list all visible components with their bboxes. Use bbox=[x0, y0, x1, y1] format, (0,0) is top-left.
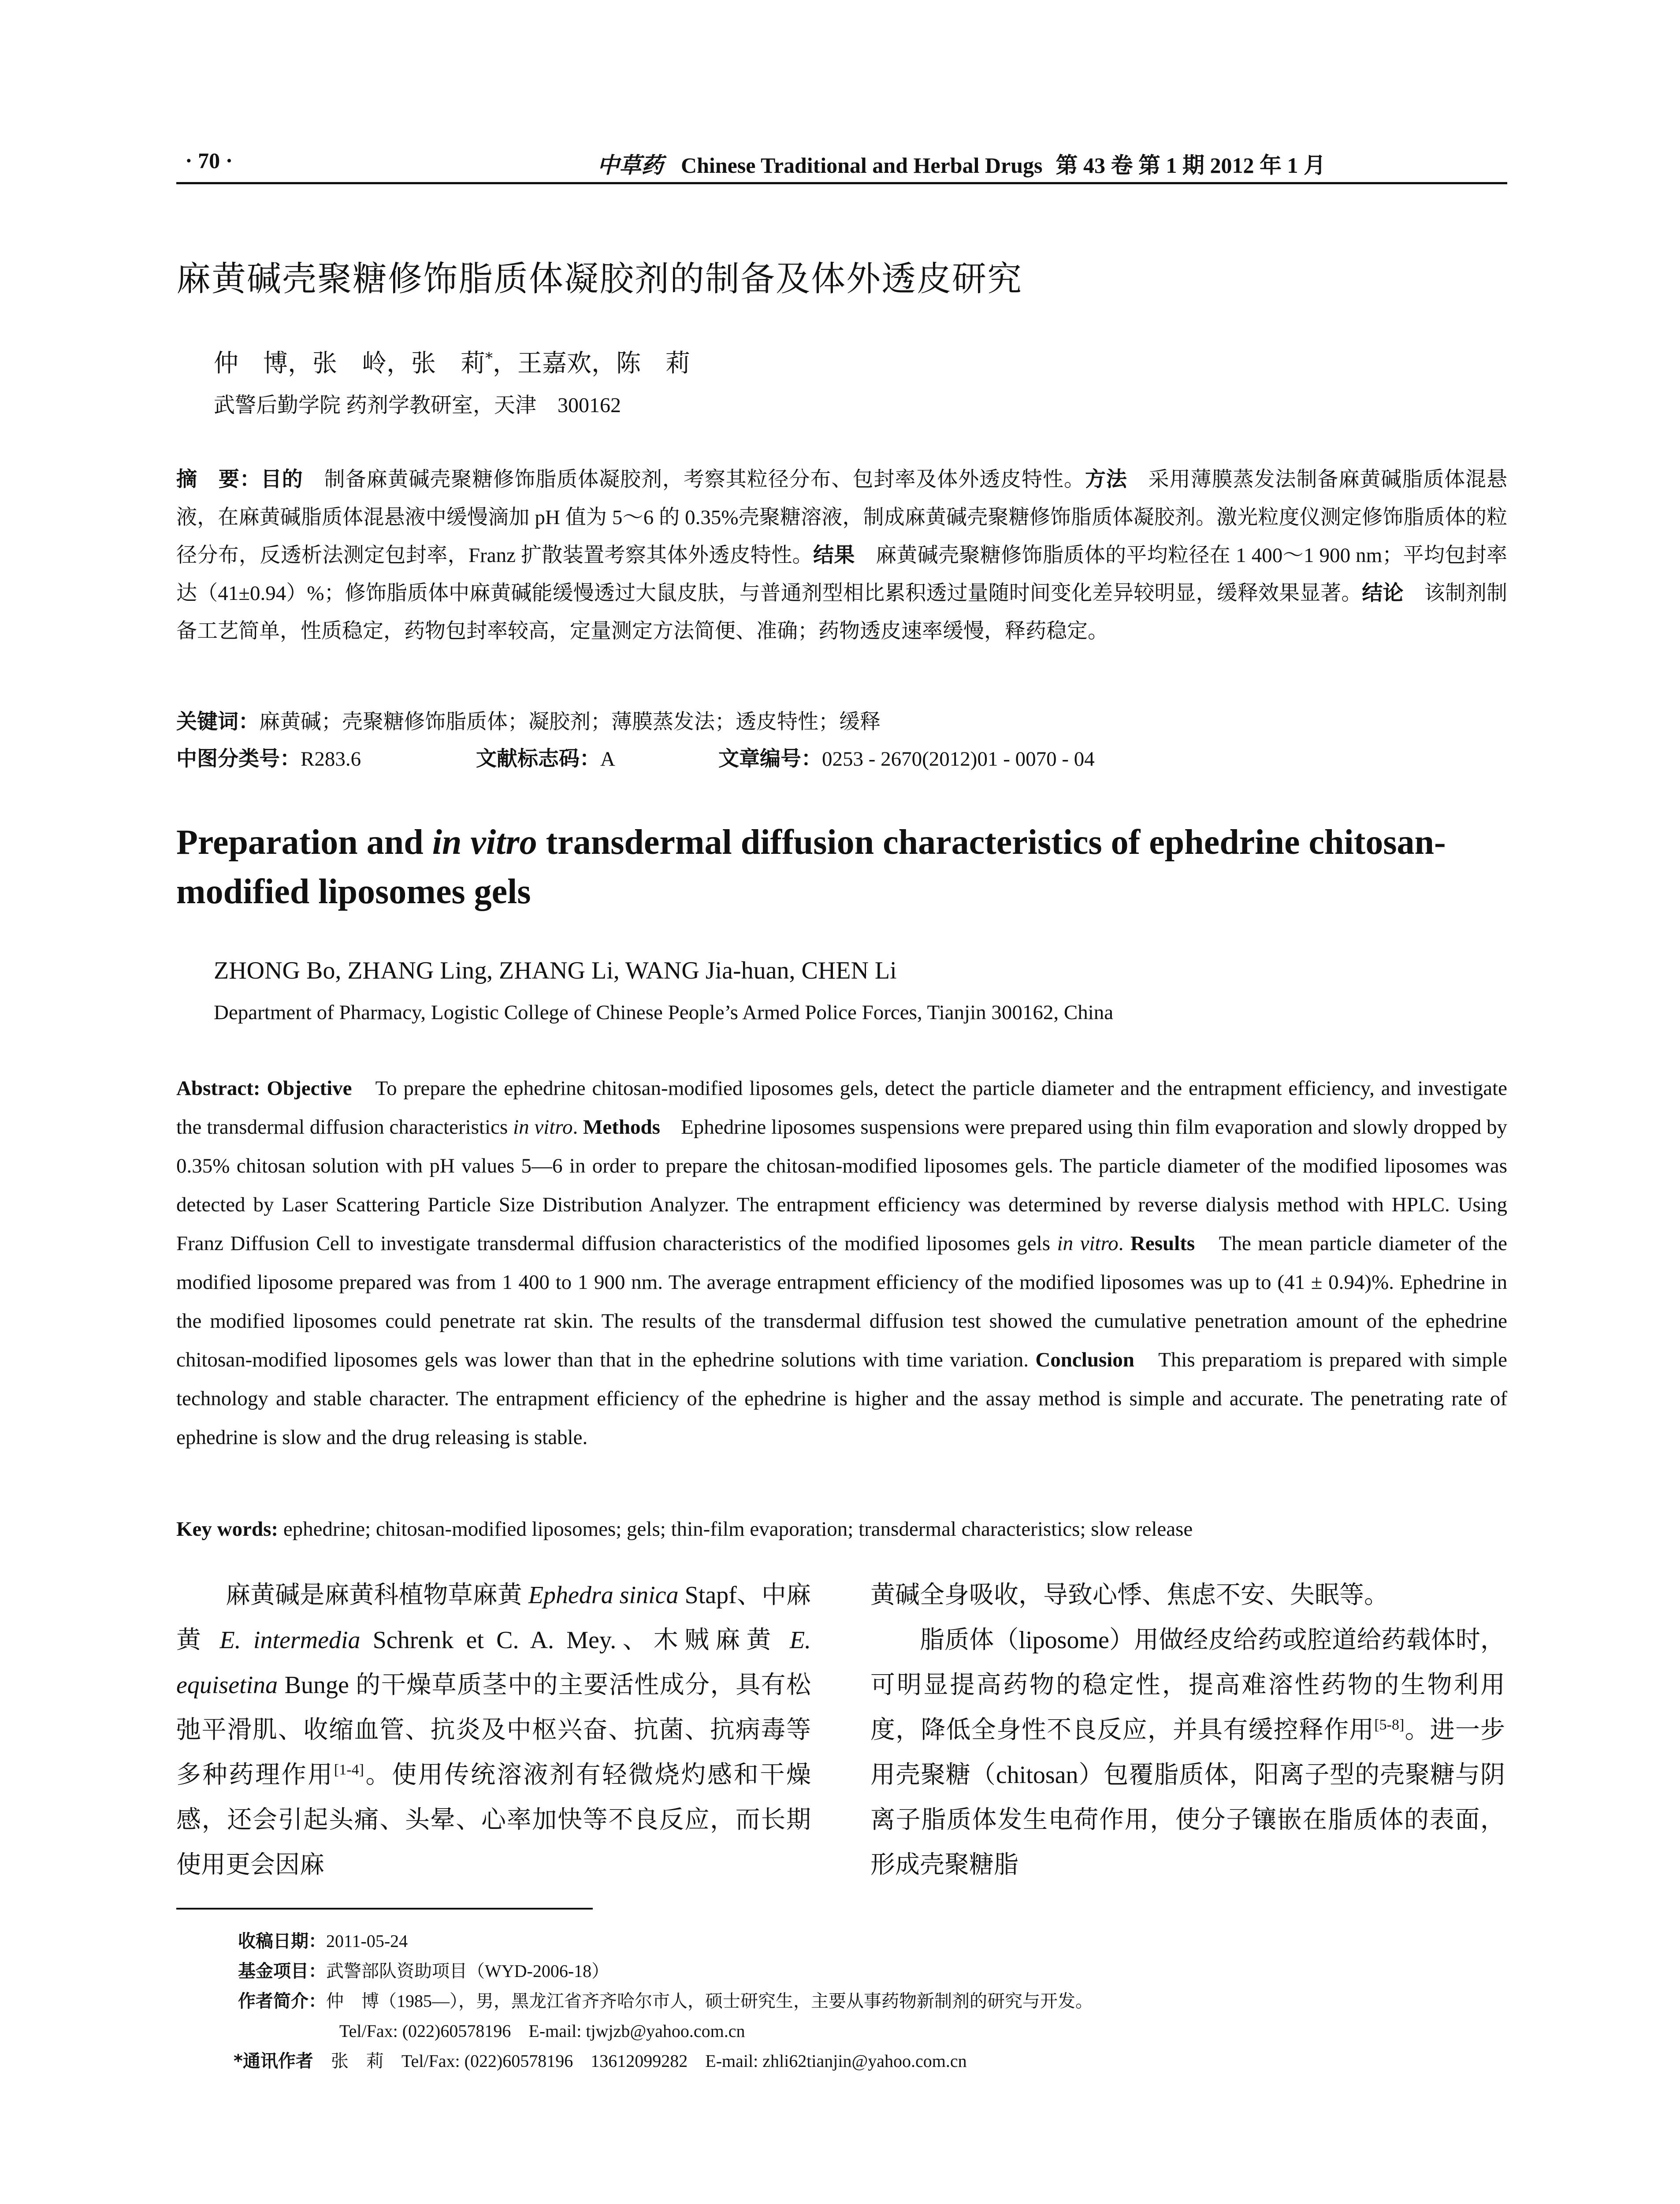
species-name: E. equisetina bbox=[176, 1627, 811, 1699]
body-column-right bbox=[870, 1573, 1505, 1888]
en-conclusion-text: This preparatiom is prepared with simple technology and stable character. The entrapment efficiency of the ephedrine is higher and the assay method is simple and accurate. The penetrating rate of ephedrine is slow and the drug releasing is stable. bbox=[176, 1348, 1507, 1449]
en-title-italic: in vitro bbox=[432, 823, 537, 862]
clc-value: R283.6 bbox=[301, 748, 361, 771]
doc-code-value: A bbox=[600, 748, 615, 771]
cn-methods-label: 方法 bbox=[1085, 467, 1127, 491]
corresponding-mark: * bbox=[485, 349, 493, 367]
bio-contact: Tel/Fax: (022)60578196 E-mail: tjwjzb@yahoo.com.cn bbox=[339, 2021, 745, 2041]
classification-line bbox=[176, 741, 1507, 777]
cn-authors-rest: ，王嘉欢，陈 莉 bbox=[493, 349, 690, 378]
cn-affiliation: 武警后勤学院 药剂学教研室，天津 300162 bbox=[214, 394, 621, 417]
corresponding-label: *通讯作者 bbox=[234, 2051, 313, 2071]
en-objective-text: To prepare the ephedrine chitosan-modified liposomes gels, detect the particle diameter and the entrapment efficiency, and investigate the transdermal diffusion characteristics bbox=[176, 1077, 1507, 1139]
corresponding-value: 张 莉 Tel/Fax: (022)60578196 13612099282 E-mail: zhli62tianjin@yahoo.com.cn bbox=[313, 2051, 967, 2071]
en-methods-label: Methods bbox=[583, 1116, 660, 1139]
body-text: Schrenk et C. A. Mey.、木贼麻黄 bbox=[360, 1627, 790, 1654]
cn-results-label: 结果 bbox=[813, 543, 855, 567]
body-text: Bunge 的干燥草质茎中的主要活性成分，具有松弛平滑肌、收缩血管、抗炎及中枢兴奋、抗菌、抗病毒等多种药理作用 bbox=[176, 1672, 811, 1789]
cn-keywords-text: 麻黄碱；壳聚糖修饰脂质体；凝胶剂；薄膜蒸发法；透皮特性；缓释 bbox=[259, 711, 881, 733]
en-abstract-label: Abstract: bbox=[176, 1077, 260, 1100]
en-methods-text: Ephedrine liposomes suspensions were prepared using thin film evaporation and slowly dropped by 0.35% chitosan solution with pH values 5—6 in order to prepare the chitosan-modified liposomes gels. The particle diameter of the modified liposomes was detected by Laser Scattering Particle Size Distribution Analyzer. The entrapment efficiency was determined by reverse dialysis method with HPLC. Using Franz Diffusion Cell to investigate transdermal diffusion characteristics of the modified liposomes gels bbox=[176, 1116, 1507, 1255]
body-column-left bbox=[176, 1573, 811, 1888]
cn-authors bbox=[214, 344, 1492, 379]
footnote-fund bbox=[238, 1956, 1507, 1986]
en-abstract bbox=[176, 1069, 1507, 1457]
species-name: E. intermedia bbox=[219, 1627, 361, 1654]
citation-ref: [5-8] bbox=[1374, 1716, 1405, 1733]
article-no-label: 文章编号： bbox=[718, 747, 822, 771]
en-results-text: The mean particle diameter of the modified liposome prepared was from 1 400 to 1 900 nm. The average entrapment efficiency of the modified liposomes was up to (41 ± 0.94)%. Ephedrine in the modified liposomes could penetrate rat skin. The results of the transdermal diffusion test showed the cumulative penetration amount of the ephedrine chitosan-modified liposomes gels was lower than that in the ephedrine solutions with time variation. bbox=[176, 1232, 1507, 1371]
en-title-part1: Preparation and bbox=[176, 823, 432, 862]
fund-value: 武警部队资助项目（WYD-2006-18） bbox=[326, 1961, 610, 1981]
fund-label: 基金项目： bbox=[238, 1961, 326, 1981]
bio-label: 作者简介： bbox=[238, 1991, 326, 2011]
received-label: 收稿日期： bbox=[238, 1931, 326, 1951]
en-affiliation: Department of Pharmacy, Logistic College of Chinese People’s Armed Police Forces, Tianjin 300162, China bbox=[214, 1001, 1114, 1024]
body-paragraph: 黄碱全身吸收，导致心悸、焦虑不安、失眠等。 bbox=[870, 1582, 1389, 1609]
en-authors: ZHONG Bo, ZHANG Ling, ZHANG Li, WANG Jia-huan, CHEN Li bbox=[214, 957, 897, 984]
en-title bbox=[176, 818, 1507, 916]
body-text: 。使用传统溶液剂有轻微烧灼感和干燥感，还会引起头痛、头晕、心率加快等不良反应，而长期使用更会因麻 bbox=[176, 1761, 811, 1879]
received-value: 2011-05-24 bbox=[326, 1931, 408, 1951]
cn-title: 麻黄碱壳聚糖修饰脂质体凝胶剂的制备及体外透皮研究 bbox=[176, 259, 1023, 299]
journal-name-cn: 中草药 bbox=[597, 153, 663, 178]
article-number bbox=[718, 741, 1095, 777]
en-conclusion-label: Conclusion bbox=[1035, 1348, 1134, 1371]
footnote-author-contact bbox=[238, 2016, 1507, 2046]
en-results-label: Results bbox=[1130, 1232, 1195, 1255]
footnote-corresponding bbox=[234, 2046, 1507, 2076]
species-name: Ephedra sinica bbox=[528, 1582, 679, 1609]
page-number: · 70 · bbox=[185, 148, 233, 173]
en-title-part2: transdermal diffusion characteristics of ephedrine chitosan-modified liposomes gels bbox=[176, 823, 1446, 911]
header-rule bbox=[176, 182, 1507, 184]
cn-abstract-label: 摘 要： bbox=[176, 467, 261, 491]
en-keywords-label: Key words: bbox=[176, 1518, 279, 1541]
body-paragraph bbox=[176, 1573, 811, 1888]
en-keywords-text: ephedrine; chitosan-modified liposomes; gels; thin-film evaporation; transdermal characteristics; slow release bbox=[278, 1518, 1193, 1541]
cn-conclusion-label: 结论 bbox=[1362, 581, 1404, 605]
clc-label: 中图分类号： bbox=[176, 747, 301, 771]
cn-methods-text: 采用薄膜蒸发法制备麻黄碱脂质体混悬液，在麻黄碱脂质体混悬液中缓慢滴加 pH 值为 5～6 的 0.35%壳聚糖溶液，制成麻黄碱壳聚糖修饰脂质体凝胶剂。激光粒度仪测定修饰脂质体的粒径分布，反透析法测定包封率，Franz 扩散装置考察其体外透皮特性。 bbox=[176, 468, 1508, 567]
footnote-rule bbox=[176, 1908, 593, 1910]
bio-value: 仲 博（1985—），男，黑龙江省齐齐哈尔市人，硕士研究生，主要从事药物新制剂的研究与开发。 bbox=[326, 1991, 1093, 2011]
cn-keywords-label: 关键词： bbox=[176, 710, 259, 734]
cn-objective-text: 制备麻黄碱壳聚糖修饰脂质体凝胶剂，考察其粒径分布、包封率及体外透皮特性。 bbox=[303, 468, 1085, 491]
cn-conclusion-text: 该制剂制备工艺简单，性质稳定，药物包封率较高，定量测定方法简便、准确；药物透皮速率缓慢，释药稳定。 bbox=[176, 582, 1508, 643]
cn-objective-label: 目的 bbox=[260, 467, 303, 491]
en-methods-italic: in vitro bbox=[1057, 1232, 1119, 1255]
footnotes bbox=[234, 1926, 1507, 2076]
body-text: Stapf、中麻黄 bbox=[176, 1582, 811, 1654]
doc-code bbox=[476, 741, 615, 777]
journal-name-en: Chinese Traditional and Herbal Drugs bbox=[681, 153, 1043, 178]
cn-keywords bbox=[176, 704, 1507, 740]
citation-ref: [1-4] bbox=[334, 1761, 364, 1778]
journal-line bbox=[597, 148, 1339, 179]
footnote-author-bio bbox=[238, 1986, 1507, 2016]
issue-info: 第 43 卷 第 1 期 2012 年 1 月 bbox=[1056, 153, 1326, 178]
footnote-received bbox=[238, 1926, 1507, 1956]
en-objective-label: Objective bbox=[267, 1077, 352, 1100]
running-header bbox=[176, 148, 1507, 183]
en-objective-italic: in vitro bbox=[513, 1116, 573, 1139]
cn-results-text: 麻黄碱壳聚糖修饰脂质体的平均粒径在 1 400～1 900 nm；平均包封率达（41±0.94）%；修饰脂质体中麻黄碱能缓慢透过大鼠皮肤，与普通剂型相比累积透过量随时间变化差异较明显，缓释效果显著。 bbox=[176, 544, 1508, 605]
en-objective-end: . bbox=[572, 1116, 584, 1139]
en-methods-end: . bbox=[1118, 1232, 1130, 1255]
doc-code-label: 文献标志码： bbox=[476, 747, 600, 771]
article-no-value: 0253 - 2670(2012)01 - 0070 - 04 bbox=[822, 748, 1095, 771]
clc-code bbox=[176, 741, 361, 777]
cn-authors-first: 仲 博，张 岭，张 莉 bbox=[214, 349, 485, 378]
en-keywords bbox=[176, 1510, 1507, 1549]
body-text: 。进一步用壳聚糖（chitosan）包覆脂质体，阳离子型的壳聚糖与阴离子脂质体发生电荷作用，使分子镶嵌在脂质体的表面，形成壳聚糖脂 bbox=[870, 1716, 1505, 1879]
cn-abstract bbox=[176, 461, 1507, 650]
body-text: 脂质体（liposome）用做经皮给药或腔道给药载体时，可明显提高药物的稳定性，提高难溶性药物的生物利用度，降低全身性不良反应，并具有缓控释作用 bbox=[870, 1627, 1505, 1744]
body-text: 麻黄碱是麻黄科植物草麻黄 bbox=[226, 1582, 528, 1609]
body-paragraph bbox=[870, 1618, 1505, 1888]
